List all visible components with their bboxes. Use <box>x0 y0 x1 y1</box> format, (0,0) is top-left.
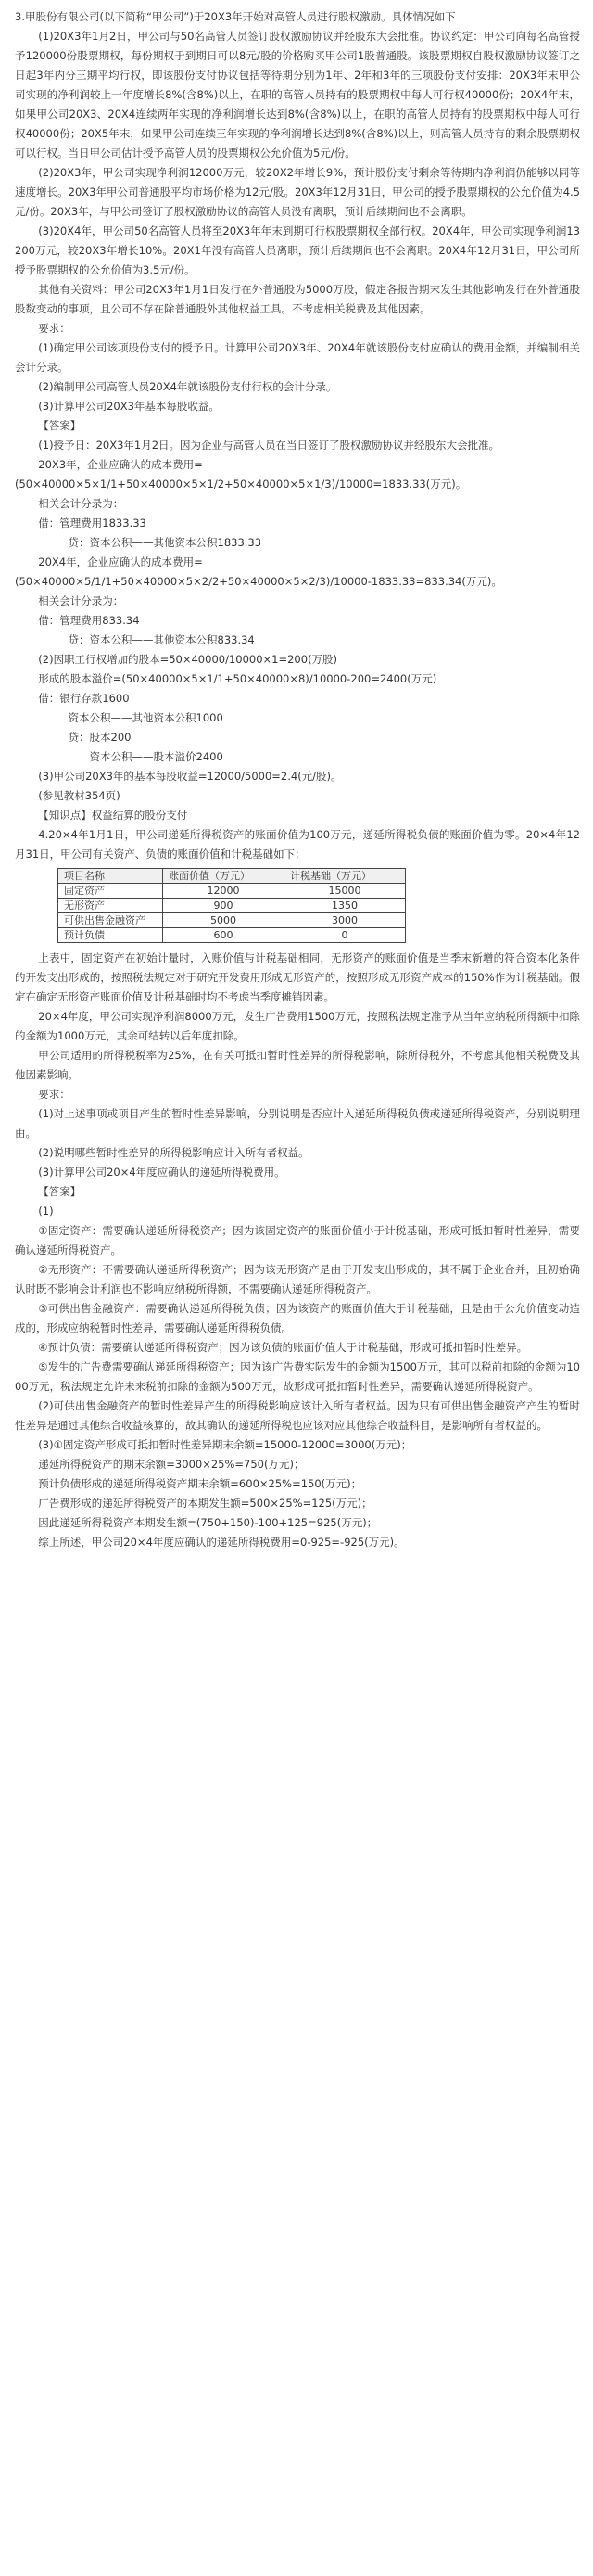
q3-answer-2: (2)因职工行权增加的股本=50×40000/10000×1=200(万股) <box>38 653 338 666</box>
table-row <box>58 928 406 943</box>
q4-answer-intangible: ②无形资产：不需要确认递延所得税资产；因为该无形资产是由于开发支出形成的，其不属于企业合并，且初始确认时既不影响会计利润也不影响应纳税所得额，不需要确认递延所得税资产。 <box>15 1263 580 1295</box>
q3-requirement-1: (1)确定甲公司该项股份支付的授予日。计算甲公司20X3年、20X4年就该股份支付应确认的费用金额，并编制相关会计分录。 <box>15 341 580 374</box>
q4-paragraph-1: 上表中，固定资产在初始计量时，入账价值与计税基础相同，无形资产的账面价值是当季末新增的符合资本化条件的开发支出形成的，按照税法规定对于研究开发费用形成无形资产的，按照形成无形资产成本的150%作为计税基础。假定在确定无形资产账面价值及计税基础时均不考虑当季度摊销因素。 <box>15 951 580 1003</box>
q3-answer-y3-intro: 20X3年，企业应确认的成本费用= <box>38 458 203 471</box>
q4-paragraph-3: 甲公司适用的所得税税率为25%，在有关可抵扣暂时性差异的所得税影响，除所得税外，不考虑其他相关税费及其他因素影响。 <box>15 1049 580 1081</box>
q4-requirement-1: (1)对上述事项或项目产生的暂时性差异影响，分别说明是否应计入递延所得税负债或递延所得税资产，分别说明理由。 <box>15 1107 580 1140</box>
q3-intro: 3.甲股份有限公司(以下简称“甲公司”)于20X3年开始对高管人员进行股权激励。具体情况如下 <box>15 10 456 23</box>
table-cell: 3000 <box>284 913 406 928</box>
table-cell: 1350 <box>284 899 406 913</box>
q3-entry-credit-y3: 贷：资本公积——其他资本公积1833.33 <box>68 536 262 549</box>
q4-answer-3-step-3: 预计负债形成的递延所得税资产期末余额=600×25%=150(万元)； <box>38 1477 362 1490</box>
table-cell: 15000 <box>284 884 406 899</box>
table-cell: 无形资产 <box>58 899 163 913</box>
table-cell: 5000 <box>163 913 284 928</box>
q4-answer-provision: ④预计负债：需要确认递延所得税资产；因为该负债的账面价值大于计税基础，形成可抵扣暂时性差异。 <box>38 1341 528 1354</box>
q4-answer-2: (2)可供出售金融资产的暂时性差异产生的所得税影响应该计入所有者权益。因为只有可供出售金融资产产生的暂时性差异是通过其他综合收益核算的，故其确认的递延所得税也应该对应其他综合收益科目，是影响所有者权益的。 <box>15 1399 580 1432</box>
q3-reference: (参见教材354页) <box>38 789 120 802</box>
table-cell: 12000 <box>163 884 284 899</box>
q4-requirement-3: (3)计算甲公司20×4年度应确认的递延所得税费用。 <box>38 1166 285 1179</box>
table-row <box>58 899 406 913</box>
q3-entry-debit-y3: 借：管理费用1833.33 <box>38 516 146 529</box>
q4-answer-afs-asset: ③可供出售金融资产：需要确认递延所得税负债；因为该资产的账面价值大于计税基础，且是由于公允价值变动造成的，形成应纳税暂时性差异，需要确认递延所得税负债。 <box>15 1302 580 1334</box>
table-cell: 可供出售金融资产 <box>58 913 163 928</box>
q4-answer-3-step-5: 因此递延所得税资产本期发生额=(750+150)-100+125=925(万元)； <box>38 1516 378 1529</box>
table-cell: 600 <box>163 928 284 943</box>
q3-entry-debit-capital-reserve: 资本公积——其他资本公积1000 <box>68 711 223 724</box>
q4-answer-3-step-4: 广告费形成的递延所得税资产的本期发生额=500×25%=125(万元)； <box>38 1497 372 1510</box>
q3-answer-3: (3)甲公司20X3年的基本每股收益=12000/5000=2.4(元/股)。 <box>38 770 342 783</box>
q3-answer-y4-intro: 20X4年，企业应确认的成本费用= <box>38 555 203 568</box>
q3-answer-label: 【答案】 <box>38 419 82 432</box>
table-header-row <box>58 869 406 884</box>
q3-requirements-label: 要求： <box>38 322 70 335</box>
q3-answer-y3-calc: (50×40000×5×1/1+50×40000×5×1/2+50×40000×5×1/3)/10000=1833.33(万元)。 <box>15 478 467 491</box>
q3-entry-label: 相关会计分录为： <box>38 497 124 510</box>
q3-entry-debit-bank: 借：银行存款1600 <box>38 692 130 705</box>
q3-requirement-3: (3)计算甲公司20X3年基本每股收益。 <box>38 400 220 413</box>
q4-answer-3-step-6: 综上所述，甲公司20×4年度应确认的递延所得税费用=0-925=-925(万元)。 <box>38 1536 405 1549</box>
q4-requirement-2: (2)说明哪些暂时性差异的所得税影响应计入所有者权益。 <box>38 1146 309 1159</box>
table-row <box>58 884 406 899</box>
table-header-cell: 项目名称 <box>58 869 163 884</box>
q3-requirement-2: (2)编制甲公司高管人员20X4年就该股份支付行权的会计分录。 <box>38 380 337 393</box>
q3-entry-label-2: 相关会计分录为： <box>38 594 124 607</box>
q4-requirements-label: 要求： <box>38 1088 70 1101</box>
q4-answer-label: 【答案】 <box>38 1185 82 1198</box>
q3-paragraph-2: (2)20X3年，甲公司实现净利润12000万元，较20X2年增长9%，预计股份支付剩余等待期内净利润仍能够以同等速度增长。20X3年甲公司普通股平均市场价格为12元/股。20X3年12月31日，甲公司的授予股票期权的公允价值为4.5元/份。20X3年，与甲公司签订了股权激励协议的高管人员没有离职，预计后续期间也不会离职。 <box>15 166 580 218</box>
q3-paragraph-1: (1)20X3年1月2日，甲公司与50名高管人员签订股权激励协议并经股东大会批准。协议约定：甲公司向每名高管授予120000份股票期权，每份期权于到期日可以8元/股的价格购买甲公司1股普通股。该股票期权自股权激励协议签订之日起3年内分三期平均行权，即该股份支付协议包括等待期分别为1年、2年和3年的三项股份支付安排：20X3年末甲公司实现的净利润较上一年度增长8%(含8%)以上，在职的高管人员持有的股票期权中每人可行权40000份；20X4年末，如果甲公司20X3、20X4连续两年实现的净利润增长达到8%(含8%)以上，在职的高管人员持有的股票期权中每人可行权40000份；20X5年末，如果甲公司连续三年实现的净利润增长达到8%(含8%)以上，则高管人员持有的剩余股票期权可以行权。当日甲公司估计授予高管人员的股票期权公允价值为5元/份。 <box>15 30 580 159</box>
q3-answer-y4-calc: (50×40000×5/1/1+50×40000×5×2/2+50×40000×5×2/3)/10000-1833.33=833.34(万元)。 <box>15 575 502 588</box>
table-cell: 固定资产 <box>58 884 163 899</box>
q3-knowledge-point: 【知识点】权益结算的股份支付 <box>38 809 188 822</box>
table-header-cell: 账面价值（万元） <box>163 869 284 884</box>
q3-paragraph-4: 其他有关资料：甲公司20X3年1月1日发行在外普通股为5000万股，假定各报告期末发生其他影响发行在外普通股股数变动的事项，且公司不存在除普通股外其他权益工具。不考虑相关税费及其他因素。 <box>15 283 580 315</box>
q3-entry-credit-share: 贷：股本200 <box>68 731 132 744</box>
q4-answer-3-step-2: 递延所得税资产的期末余额=3000×25%=750(万元)； <box>38 1458 305 1471</box>
q4-paragraph-2: 20×4年度，甲公司实现净利润8000万元，发生广告费用1500万元，按照税法规定准予从当年应纳税所得额中扣除的金额为1000万元，其余可结转以后年度扣除。 <box>15 1010 580 1042</box>
q3-answer-1: (1)授予日：20X3年1月2日。因为企业与高管人员在当日签订了股权激励协议并经股东大会批准。 <box>38 439 500 452</box>
q4-asset-liability-table <box>57 868 406 943</box>
table-cell: 预计负债 <box>58 928 163 943</box>
q4-answer-3-step-1: (3)①固定资产形成可抵扣暂时性差异期末余额=15000-12000=3000(万元)； <box>38 1438 412 1451</box>
q3-entry-credit-premium: 资本公积——股本溢价2400 <box>89 750 223 763</box>
q4-answer-advertising: ⑤发生的广告费需要确认递延所得税资产；因为该广告费实际发生的金额为1500万元，其可以税前扣除的金额为1000万元，税法规定允许未来税前扣除的金额为500万元，故形成可抵扣暂时性差异，需要确认递延所得税资产。 <box>15 1360 580 1393</box>
q4-answer-number: (1) <box>38 1205 54 1218</box>
table-cell: 0 <box>284 928 406 943</box>
q3-paragraph-3: (3)20X4年，甲公司50名高管人员将至20X3年年末到期可行权股票期权全部行权。20X4年，甲公司实现净利润13200万元，较20X3年增长10%。20X1年没有高管人员离职，预计后续期间也不会离职。20X4年12月31日，甲公司所授予股票期权的公允价值为3.5元/份。 <box>15 224 580 276</box>
q3-answer-2-premium: 形成的股本溢价=(50×40000×5×1/1+50×40000×8)/10000-200=2400(万元) <box>38 672 437 685</box>
q4-intro: 4.20×4年1月1日，甲公司递延所得税资产的账面价值为100万元，递延所得税负债的账面价值为零。20×4年12月31日，甲公司有关资产、负债的账面价值和计税基础如下： <box>15 828 580 861</box>
q4-answer-fixed-asset: ①固定资产：需要确认递延所得税资产；因为该固定资产的账面价值小于计税基础，形成可抵扣暂时性差异，需要确认递延所得税资产。 <box>15 1224 580 1256</box>
q3-entry-debit-y4: 借：管理费用833.34 <box>38 614 140 627</box>
table-cell: 900 <box>163 899 284 913</box>
table-row <box>58 913 406 928</box>
q3-entry-credit-y4: 贷：资本公积——其他资本公积833.34 <box>68 633 255 646</box>
table-header-cell: 计税基础（万元） <box>284 869 406 884</box>
